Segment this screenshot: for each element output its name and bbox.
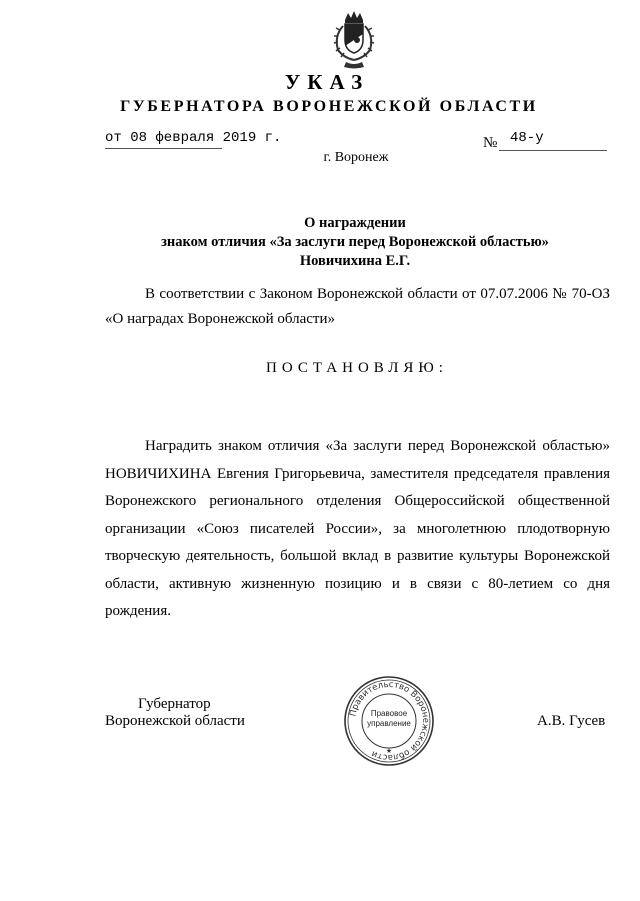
subject-line-3: Новичихина Е.Г. <box>299 253 411 269</box>
main-paragraph: Наградить знаком отличия «За заслуги перед Воронежской областью» НОВИЧИХИНА Евгения Григорьевича, заместителя председателя правления Воронежского регионального отделения Общероссийской общественной организации «Союз писателей России», за многолетнюю плодотворную творческую деятельность, большой вклад в развитие культуры Воронежской области, активную жизненную позицию и в связи с 80-летием со дня рождения. <box>105 438 610 619</box>
date-underline <box>105 148 222 149</box>
subject-line-1: О награждении <box>304 215 406 231</box>
document-subject <box>0 214 640 271</box>
stamp-center <box>365 709 413 729</box>
preamble-paragraph: В соответствии с Законом Воронежской области от 07.07.2006 № 70-ОЗ «О наградах Воронежской области» <box>105 286 610 327</box>
document-date: от 08 февраля 2019 г. <box>105 130 282 146</box>
document-city: г. Воронеж <box>323 150 389 165</box>
document-title: УКАЗ <box>284 70 370 94</box>
stamp-center-line-1: Правовое <box>370 709 408 718</box>
stamp-center-line-2: управление <box>367 719 411 728</box>
decree-word: ПОСТАНОВЛЯЮ: <box>266 360 448 376</box>
signature-name: А.В. Гусев <box>537 713 606 729</box>
signature-position-line-1: Губернатор <box>138 696 211 712</box>
number-sign: № <box>483 135 498 151</box>
document-subtitle: ГУБЕРНАТОРА ВОРОНЕЖСКОЙ ОБЛАСТИ <box>120 98 538 115</box>
subject-line-2: знаком отличия «За заслуги перед Воронежской областью» <box>161 234 549 250</box>
coat-of-arms-icon <box>328 10 380 70</box>
stamp-star-icon: ★ <box>385 747 393 755</box>
signature-position-line-2: Воронежской области <box>105 713 245 729</box>
stamp-ring-text: Правительство Воронежской области <box>348 679 431 763</box>
document-number: 48-у <box>510 130 544 146</box>
